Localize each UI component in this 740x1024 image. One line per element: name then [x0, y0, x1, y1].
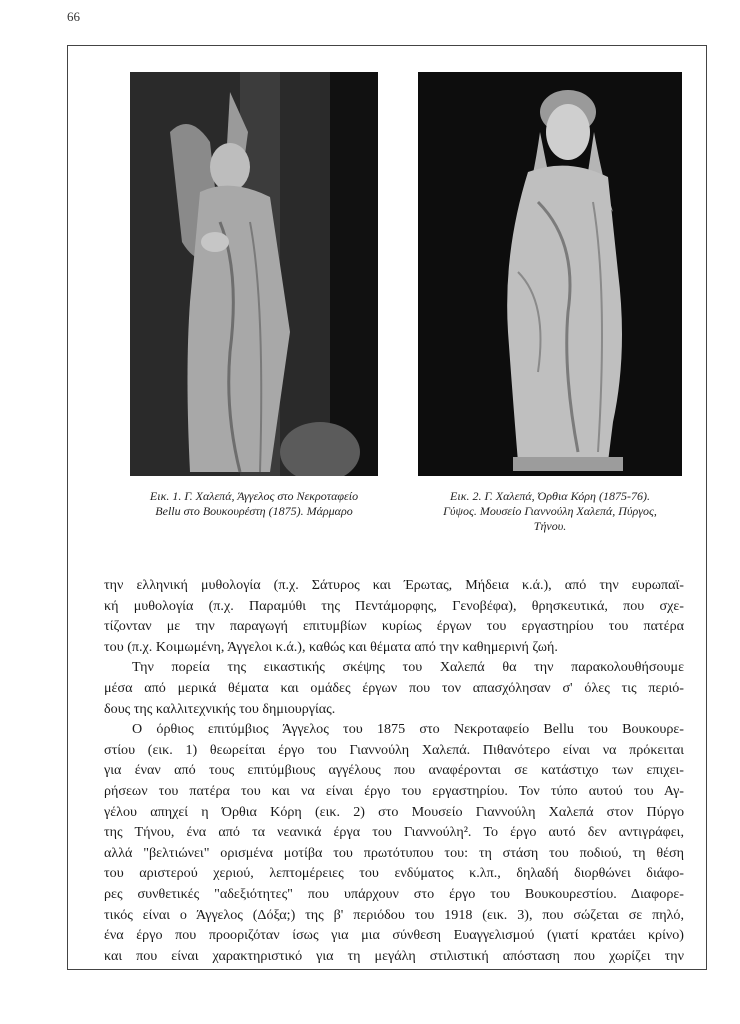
body-line: του (π.χ. Κοιμωμένη, Άγγελοι κ.ά.), καθώς και θέματα από την καθημερινή ζωή. [104, 638, 558, 655]
body-text [104, 575, 684, 966]
body-line: γέλου απηχεί η Όρθια Κόρη (εικ. 2) στο Μουσείο Γιαννούλη Χαλεπά στον Πύργο [104, 803, 684, 820]
caption-line: Τήνου. [533, 519, 567, 533]
body-line: της Τήνου, ένα από τα νεανικά έργα του Γιαννούλη². Το έργο αυτό δεν αντιγράφει, [104, 824, 684, 841]
caption-line: Εικ. 1. Γ. Χαλεπά, Άγγελος στο Νεκροταφείο [149, 489, 359, 503]
body-line: ένα έργο που προοριζόταν ίσως για μια σύνθεση Ευαγγελισμού (γιατί κρατάει κρίνο) [104, 927, 684, 944]
body-line: μέσα από μερικά θέματα και ομάδες έργων που τον απασχόλησαν σ' όλες τις περιό- [104, 679, 684, 696]
body-line: τικός είναι ο Άγγελος (Δόξα;) της β' περιόδου του 1918 (εικ. 3), που σώζεται σε πηλό, [104, 906, 684, 923]
figure-2-caption [400, 489, 700, 534]
figure-1-photo [130, 72, 378, 476]
body-line: Την πορεία της εικαστικής σκέψης του Χαλεπά θα την παρακολουθήσουμε [132, 659, 684, 676]
figure-2-photo [418, 72, 682, 476]
caption-line: Γύψος. Μουσείο Γιαννούλη Χαλεπά, Πύργος, [443, 504, 657, 518]
body-line: δους της καλλιτεχνικής του δημιουργίας. [104, 700, 336, 717]
body-line: για έναν από τους επιτύμβιους αγγέλους που αναφέρονται σε κατάστιχο των επιχει- [104, 762, 684, 779]
body-line: κή μυθολογία (π.χ. Παραμύθι της Πεντάμορφης, Γενοβέφα), θρησκευτικά, που σχε- [104, 597, 684, 614]
caption-line: Εικ. 2. Γ. Χαλεπά, Όρθια Κόρη (1875-76). [450, 489, 650, 503]
body-line: ρήσεων του πατέρα του και να είναι έργο του εργαστηρίου. Τον τύπο αυτού του Αγ- [104, 782, 684, 799]
body-line: αλλά "βελτιώνει" ορισμένα μοτίβα του πρωτότυπου του: τη στάση του ποδιού, τη θέση [104, 844, 684, 861]
maiden-statue-image [418, 72, 682, 476]
caption-line: Bellu στο Βουκουρέστη (1875). Μάρμαρο [155, 504, 353, 518]
body-line: και που είναι χαρακτηριστικό για τη μεγάλη στιλιστική απόσταση που χωρίζει την [104, 947, 684, 964]
body-line: την ελληνική μυθολογία (π.χ. Σάτυρος και Έρωτας, Μήδεια κ.ά.), από την ευρωπαϊ- [104, 577, 684, 593]
body-line: στίου (εικ. 1) θεωρείται έργο του Γιαννούλη Χαλεπά. Πιθανότερο είναι να πρόκειται [104, 741, 684, 758]
body-line: τίζονταν με την παραγωγή επιτυμβίων κυρίως έργων του εργαστηρίου του πατέρα [104, 618, 684, 635]
body-line: Ο όρθιος επιτύμβιος Άγγελος του 1875 στο Νεκροταφείο Bellu του Βουκουρε- [132, 721, 684, 738]
figure-1-caption [104, 489, 404, 519]
body-line: ρες συνθετικές "αδεξιότητες" που υπάρχουν στο έργο του Βουκουρεστίου. Διαφορε- [104, 885, 684, 902]
page-number: 66 [67, 9, 80, 24]
angel-statue-image [130, 72, 378, 476]
body-line: του αριστερού χεριού, λεπτομέρειες του ενδύματος κ.λπ., δηλαδή διορθώνει διάφο- [104, 865, 684, 882]
